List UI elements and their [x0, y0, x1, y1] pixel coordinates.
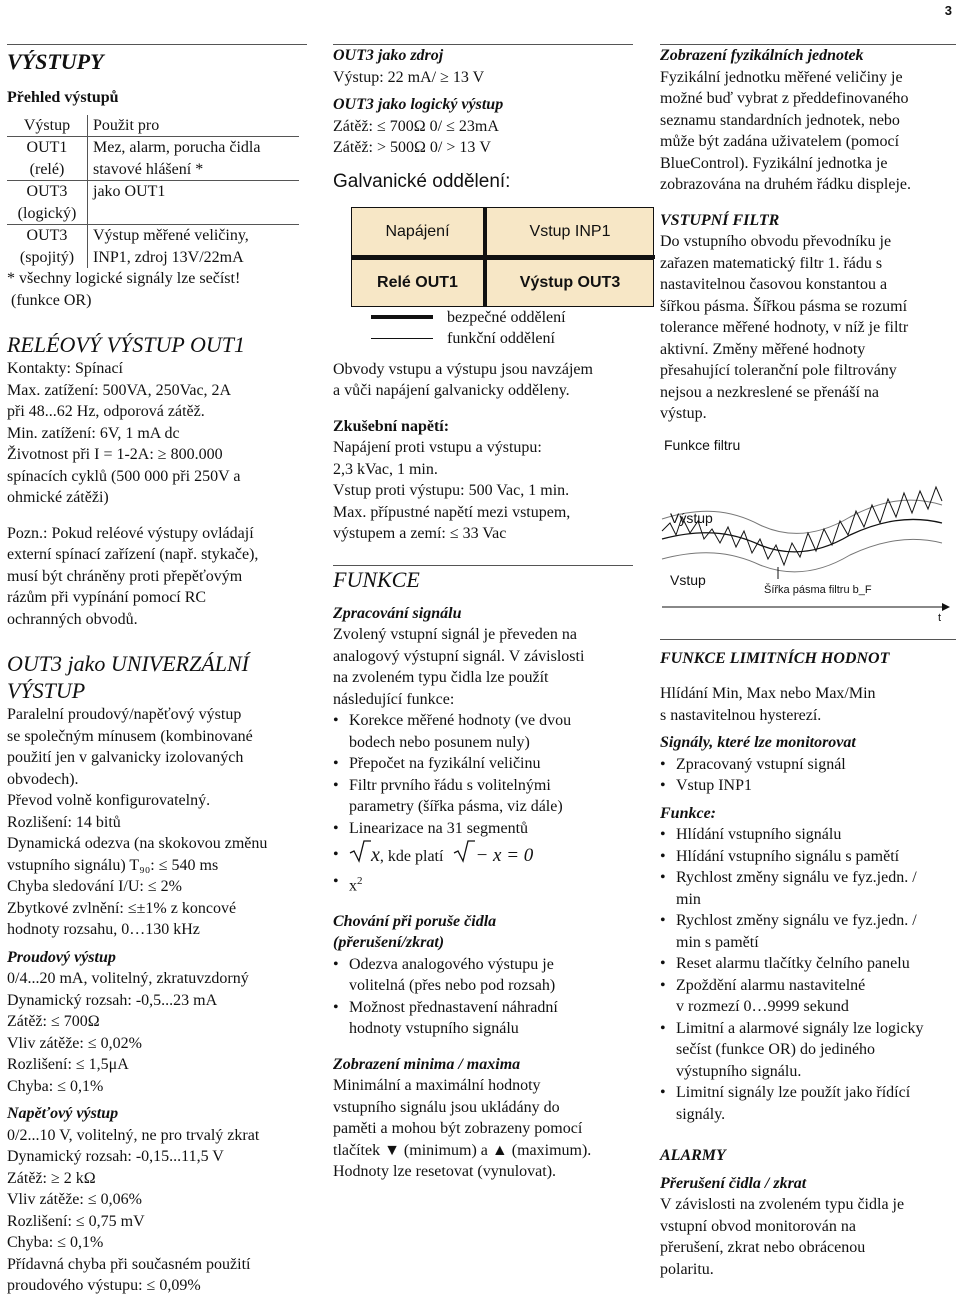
universal-title-line: OUT3 jako UNIVERZÁLNÍ: [7, 651, 249, 676]
list-item: [660, 846, 956, 868]
iso-box-power: Napájení: [351, 207, 484, 257]
filter-text: [660, 231, 956, 425]
filter-graph: [660, 435, 956, 625]
out3-logic-line: Zátěž: > 500Ω 0/ > 13 V: [333, 139, 491, 156]
sensor-fault-title-line: Chování při poruše čidla: [333, 912, 497, 930]
list-item-line: hodnoty vstupního signálu: [349, 1020, 519, 1038]
out3-logic-title: OUT3 jako logický výstup: [333, 96, 504, 113]
sensor-break-text: [660, 1194, 956, 1280]
isolation-title: Galvanické oddělení:: [333, 170, 511, 192]
list-item: [660, 975, 956, 1018]
outputs-title: VÝSTUPY: [7, 44, 307, 77]
list-item: [660, 1018, 956, 1083]
list-item-line: Hlídání vstupního signálu s pamětí: [676, 847, 900, 865]
units-line: zobrazována na druhém řádku displeje.: [660, 176, 912, 193]
signal-processing-line: Zvolený vstupní signál je převeden na: [333, 626, 577, 643]
universal-spec-line: hodnoty rozsahu, 0…130 kHz: [7, 921, 200, 938]
legend-safe: bezpečné oddělení: [447, 308, 566, 326]
units-line: seznamu standardních jednotek, nebo: [660, 111, 900, 129]
sensor-fault-title-line: (přerušení/zkrat): [333, 934, 445, 952]
minmax-text: [333, 1075, 633, 1183]
isolation-diagram: [351, 207, 655, 307]
universal-title: [7, 650, 307, 704]
relay-note: [7, 523, 307, 631]
voltage-spec-line: Rozlišení: ≤ 0,75 mV: [7, 1212, 145, 1230]
test-voltage-line: 2,3 kVac, 1 min.: [333, 460, 438, 478]
current-output-title: Proudový výstup: [7, 948, 116, 966]
filter-line: výstup.: [660, 405, 707, 422]
current-output-specs: [7, 968, 307, 1097]
filter-title: VSTUPNÍ FILTR: [660, 211, 780, 229]
relay-spec-line: při 48...62 Hz, odporová zátěž.: [7, 403, 205, 420]
universal-spec-line: Paralelní proudový/napěťový výstup: [7, 706, 242, 723]
list-item: [660, 1082, 956, 1125]
current-spec-line: Vliv zátěže: ≤ 0,02%: [7, 1034, 142, 1052]
relay-spec-line: Kontakty: Spínací: [7, 360, 123, 377]
test-voltage-line: výstupem a zemí: ≤ 33 Vac: [333, 525, 507, 542]
test-voltage-specs: [333, 437, 633, 545]
isolation-text-line: Obvody vstupu a výstupu jsou navzájem: [333, 360, 593, 378]
sensor-break-line: přerušení, zkrat nebo obrácenou: [660, 1239, 866, 1256]
relay-spec-line: spínacích cyklů (500 000 při 250V a: [7, 467, 241, 485]
filter-graph-title: Funkce filtru: [664, 436, 741, 453]
column-2: [333, 44, 633, 1183]
sensor-break-line: polaritu.: [660, 1260, 714, 1278]
footnote: (funkce OR): [11, 291, 92, 309]
universal-spec-line: Chyba sledování I/U: ≤ 2%: [7, 878, 182, 895]
filter-line: zařazen matematický filtr 1. řádu s: [660, 254, 883, 272]
table-cell: OUT3 (spojitý): [7, 225, 88, 269]
list-item-line: min: [676, 890, 701, 908]
list-item: [660, 824, 956, 846]
list-item: [333, 954, 633, 997]
isolation-text-line: a vůči napájení galvanicky odděleny.: [333, 382, 570, 399]
list-item: [333, 710, 633, 753]
graph-label-band: Šířka pásma filtru b_F: [764, 583, 872, 596]
monitored-signals-list: [660, 754, 956, 797]
out3-logic-line: Zátěž: ≤ 700Ω 0/ ≤ 23mA: [333, 117, 499, 135]
voltage-spec-line: proudového výstupu: ≤ 0,09%: [7, 1277, 201, 1294]
test-voltage-line: Max. přípustné napětí mezi vstupem,: [333, 503, 571, 521]
relay-note-line: musí být chráněny proti přepěťovým: [7, 567, 243, 585]
filter-line: nastavitelnou časovou konstantou a: [660, 276, 888, 293]
voltage-output-title: Napěťový výstup: [7, 1105, 119, 1122]
filter-line: přesahující toleranční pole filtrovány: [660, 362, 897, 379]
out3-source-line: Výstup: 22 mA/ ≥ 13 V: [333, 68, 485, 86]
legend-functional: funkční oddělení: [447, 329, 555, 347]
list-item-line: Rychlost změny signálu ve fyz.jedn. /: [676, 912, 917, 929]
column-3: [660, 44, 956, 1280]
list-item-line: volitelná (přes nebo pod rozsah): [349, 977, 556, 995]
signal-functions-list: [333, 710, 633, 839]
sqrt-icon: [453, 839, 475, 875]
voltage-spec-line: Dynamický rozsah: -0,15...11,5 V: [7, 1148, 224, 1165]
list-item: [333, 818, 633, 840]
minmax-title: Zobrazení minima / maxima: [333, 1055, 521, 1073]
units-line: možné buď vybrat z předdefinovaného: [660, 90, 909, 107]
list-item-line: Zpoždění alarmu nastavitelné: [676, 976, 866, 994]
relay-note-line: externí spínací zařízení (např. stykače),: [7, 546, 259, 563]
universal-spec-line: vstupního signálu) T₉₀: ≤ 540 ms: [7, 856, 219, 874]
isolation-text: [333, 359, 633, 402]
universal-spec-line: Rozlišení: 14 bitů: [7, 813, 121, 831]
limit-functions-title: FUNKCE LIMITNÍCH HODNOT: [660, 649, 890, 667]
limit-line: s nastavitelnou hysterezí.: [660, 706, 822, 724]
list-item-line: sečíst (funkce OR) do jediného: [676, 1041, 876, 1058]
sensor-break-line: vstupní obvod monitorován na: [660, 1217, 856, 1235]
test-voltage-line: Vstup proti výstupu: 500 Vac, 1 min.: [333, 482, 570, 499]
table-row: [7, 181, 299, 225]
voltage-spec-line: Chyba: ≤ 0,1%: [7, 1234, 104, 1251]
list-item: [660, 953, 956, 975]
legend-thin-line: [371, 338, 433, 340]
list-item-line: Odezva analogového výstupu je: [349, 955, 554, 973]
table-cell: OUT1 (relé): [7, 137, 88, 181]
universal-spec-line: Zbytkové zvlnění: ≤±1% z koncové: [7, 899, 237, 917]
minmax-line: Hodnoty lze resetovat (vynulovat).: [333, 1163, 557, 1181]
filter-line: tolerance měřené hodnoty, v níž je filtr: [660, 319, 909, 336]
sqrt-condition: − x = 0: [475, 845, 534, 866]
list-item: [333, 775, 633, 818]
iso-box-input: Vstup INP1: [486, 207, 654, 257]
sqrt-icon: [349, 839, 371, 875]
current-spec-line: 0/4...20 mA, volitelný, zkratuvzdorný: [7, 970, 249, 987]
voltage-spec-line: Vliv zátěže: ≤ 0,06%: [7, 1191, 142, 1208]
list-item-line: v rozmezí 0…9999 sekund: [676, 998, 849, 1015]
signal-processing-line: na zvoleném typu čidla lze použít: [333, 669, 549, 686]
functions-list: [660, 824, 956, 1125]
table-header: Výstup: [7, 115, 88, 137]
current-spec-line: Zátěž: ≤ 700Ω: [7, 1013, 100, 1030]
list-item: [660, 910, 956, 953]
graph-t-label: t: [938, 611, 942, 624]
sensor-fault-list: [333, 954, 633, 1040]
graph-input-curve: [662, 487, 942, 565]
list-item: [660, 754, 956, 776]
voltage-output-specs: [7, 1125, 307, 1297]
isolation-legend: [371, 307, 633, 349]
list-item-line: signály.: [676, 1105, 726, 1123]
universal-spec-line: obvodech).: [7, 770, 79, 788]
functional-isolation-line: [484, 207, 486, 307]
functions-title: FUNKCE: [333, 566, 420, 592]
limit-functions-text: [660, 683, 956, 726]
limit-line: Hlídání Min, Max nebo Max/Min: [660, 685, 876, 702]
filter-line: šířkou pásma. Šířkou pásma se rozumí: [660, 297, 908, 315]
voltage-spec-line: Zátěž: ≥ 2 kΩ: [7, 1169, 96, 1187]
footnote: * všechny logické signály lze sečíst!: [7, 270, 241, 287]
relay-note-line: rázům při vypínání pomocí RC: [7, 589, 207, 606]
minmax-line: Minimální a maximální hodnoty: [333, 1077, 541, 1095]
outputs-table: [7, 115, 299, 269]
list-item-line: Limitní a alarmové signály lze logicky: [676, 1019, 924, 1037]
units-title: Zobrazení fyzikálních jednotek: [660, 47, 864, 64]
signal-math-list: [333, 839, 633, 897]
voltage-spec-line: Přídavná chyba při současném použití: [7, 1255, 251, 1273]
universal-spec-line: Dynamická odezva (na skokovou změnu: [7, 835, 268, 852]
universal-title-line: VÝSTUP: [7, 678, 86, 703]
list-item-line: Zpracovaný vstupní signál: [676, 755, 846, 773]
graph-label-input: Výstup: [670, 509, 713, 526]
signal-processing-line: analogový výstupní signál. V závislosti: [333, 647, 585, 665]
relay-note-line: Pozn.: Pokud reléové výstupy ovládají: [7, 524, 254, 542]
list-item-line: min s pamětí: [676, 933, 759, 951]
relay-title: RELÉOVÝ VÝSTUP OUT1: [7, 332, 245, 357]
monitored-signals-title: Signály, které lze monitorovat: [660, 734, 856, 751]
sensor-break-title: Přerušení čidla / zkrat: [660, 1174, 807, 1192]
minmax-line: tlačítek ▼ (minimum) a ▲ (maximum).: [333, 1141, 592, 1159]
units-text: [660, 67, 956, 196]
current-spec-line: Chyba: ≤ 0,1%: [7, 1077, 104, 1095]
universal-spec-line: Převod volně konfigurovatelný.: [7, 792, 211, 809]
list-item-line: Hlídání vstupního signálu: [676, 826, 842, 843]
minmax-line: paměti a mohou být zobrazeny pomocí: [333, 1120, 583, 1138]
list-item-line: výstupního signálu.: [676, 1062, 802, 1080]
iso-box-output: Výstup OUT3: [486, 259, 654, 307]
units-line: Fyzikální jednotku měřené veličiny je: [660, 68, 903, 86]
list-item: [333, 997, 633, 1040]
legend-thick-line: [371, 315, 433, 319]
filter-line: Do vstupního obvodu převodníku je: [660, 233, 892, 250]
voltage-spec-line: 0/2...10 V, volitelný, ne pro trvalý zkrat: [7, 1126, 260, 1144]
test-voltage-title: Zkušební napětí:: [333, 417, 450, 435]
list-item-line: Korekce měřené hodnoty (ve dvou: [349, 712, 572, 729]
universal-specs: [7, 704, 307, 941]
relay-spec-line: Max. zatížení: 500VA, 250Vac, 2A: [7, 381, 232, 399]
list-item-line: Vstup INP1: [676, 777, 753, 794]
list-item: [333, 839, 633, 871]
table-cell: Mez, alarm, porucha čidla stavové hlášení *: [88, 137, 300, 181]
current-spec-line: Dynamický rozsah: -0,5...23 mA: [7, 991, 218, 1009]
table-cell: jako OUT1: [88, 181, 300, 225]
functions-list-title: Funkce:: [660, 804, 716, 822]
alarms-title: ALARMY: [660, 1147, 726, 1164]
graph-band-lower: [662, 539, 942, 571]
units-line: může být zadána uživatelem (pomocí: [660, 133, 900, 150]
list-item-line: Linearizace na 31 segmentů: [349, 819, 529, 837]
list-item: [660, 775, 956, 797]
column-1: [7, 44, 307, 1297]
relay-note-line: ochranných obvodů.: [7, 610, 138, 628]
relay-spec-line: ohmické zátěži): [7, 489, 109, 506]
sensor-break-line: V závislosti na zvoleném typu čidla je: [660, 1196, 905, 1213]
sqrt-variable: x: [371, 844, 380, 866]
relay-spec-line: Min. zatížení: 6V, 1 mA dc: [7, 424, 180, 442]
signal-processing-text: [333, 624, 633, 710]
list-item: [333, 753, 633, 775]
table-cell: OUT3 (logický): [7, 181, 88, 225]
filter-line: nejsou a nezkreslené se přenáší na: [660, 383, 880, 401]
filter-line: aktivní. Změny měřené hodnoty: [660, 340, 866, 358]
signal-processing-title: Zpracování signálu: [333, 604, 462, 622]
safe-isolation-line: [351, 255, 655, 259]
list-item-line: Rychlost změny signálu ve fyz.jedn. /: [676, 869, 917, 886]
overview-heading: Přehled výstupů: [7, 89, 119, 106]
list-item: [660, 867, 956, 910]
list-item-line: Reset alarmu tlačítky čelního panelu: [676, 955, 910, 972]
list-item: [333, 871, 633, 897]
list-item-line: parametry (šířka pásma, viz dále): [349, 798, 563, 815]
page-number: 3: [944, 3, 952, 18]
universal-spec-line: použití jen v galvanicky izolovaných: [7, 749, 244, 766]
square-exponent: 2: [357, 875, 363, 887]
graph-label-output: Vstup: [670, 571, 706, 588]
table-row: [7, 225, 299, 269]
table-cell: Výstup měřené veličiny, INP1, zdroj 13V/22mA: [88, 225, 300, 269]
units-line: BlueControl). Fyzikální jednotka je: [660, 154, 888, 172]
out3-logic-specs: [333, 116, 633, 159]
signal-processing-line: následující funkce:: [333, 690, 455, 708]
list-item-line: bodech nebo posunem nuly): [349, 733, 530, 751]
minmax-line: vstupního signálu jsou ukládány do: [333, 1098, 560, 1116]
universal-spec-line: se společným mínusem (kombinované: [7, 727, 253, 745]
list-item-line: Limitní signály lze použít jako řídící: [676, 1084, 911, 1101]
relay-specs: [7, 358, 307, 509]
relay-spec-line: Životnost při I = 1-2A: ≥ 800.000: [7, 446, 223, 463]
table-row: [7, 137, 299, 181]
list-item-line: Přepočet na fyzikální veličinu: [349, 755, 541, 772]
list-item-line: Možnost přednastavení náhradní: [349, 998, 558, 1016]
graph-axis-arrow: [942, 603, 950, 611]
sqrt-text: , kde platí: [379, 848, 444, 865]
iso-box-relay: Relé OUT1: [351, 259, 484, 307]
list-item-line: Filtr prvního řádu s volitelnými: [349, 776, 551, 794]
sensor-fault-title: [333, 911, 633, 954]
test-voltage-line: Napájení proti vstupu a výstupu:: [333, 439, 542, 456]
square-base: x: [349, 877, 357, 895]
current-spec-line: Rozlišení: ≤ 1,5μA: [7, 1056, 129, 1073]
table-header: Použit pro: [93, 116, 160, 134]
out3-source-title: OUT3 jako zdroj: [333, 47, 444, 64]
